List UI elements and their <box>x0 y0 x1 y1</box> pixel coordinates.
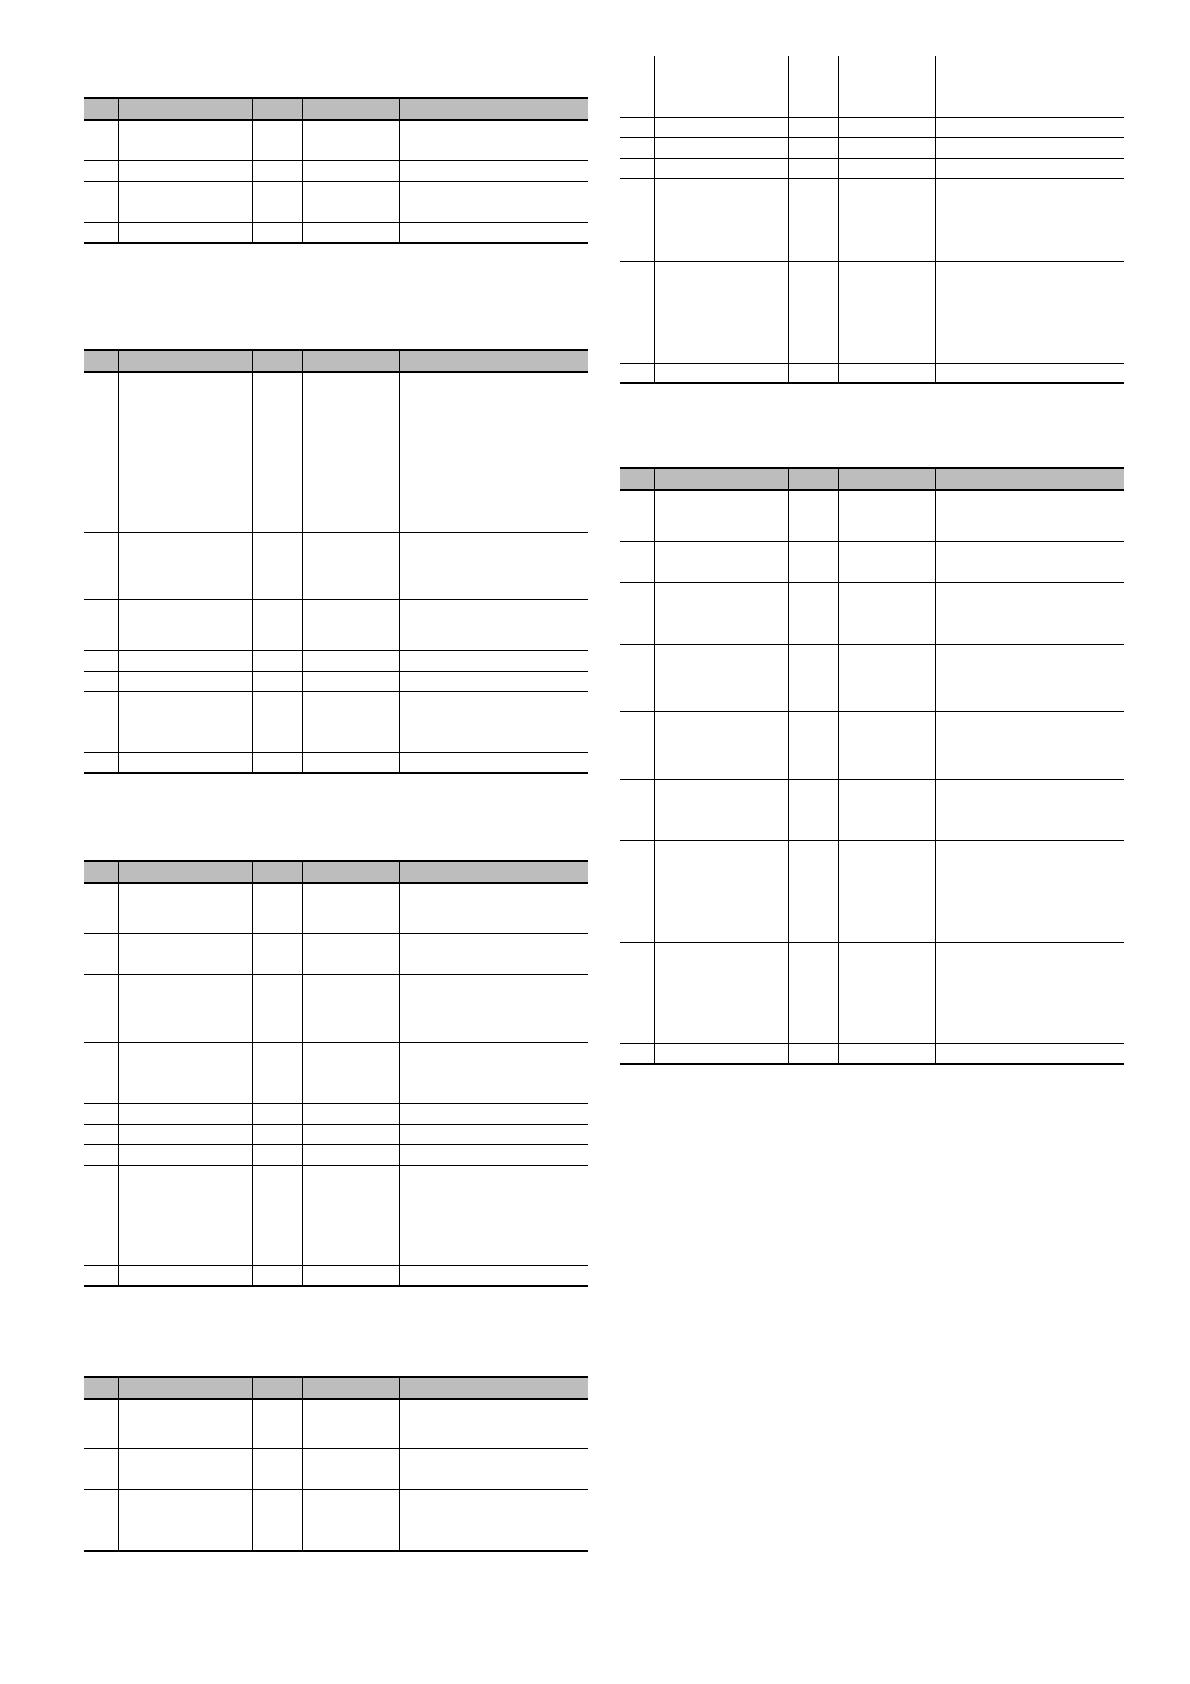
table-cell <box>302 1399 399 1448</box>
table-row <box>84 933 588 974</box>
header-cell <box>252 861 302 883</box>
spec-table-3 <box>84 860 588 1287</box>
table-cell <box>838 840 935 942</box>
table-row <box>84 599 588 650</box>
table-cell <box>252 671 302 691</box>
header-cell <box>302 98 399 120</box>
table-header-row <box>84 1377 588 1399</box>
table-row <box>84 691 588 752</box>
table-cell <box>620 779 654 840</box>
table-cell <box>935 261 1124 363</box>
table-cell <box>118 933 252 974</box>
table-cell <box>84 752 118 773</box>
table-row <box>84 1448 588 1489</box>
table-row <box>84 1399 588 1448</box>
header-cell <box>252 1377 302 1399</box>
table-cell <box>788 582 838 644</box>
table-cell <box>118 1165 252 1265</box>
header-cell <box>118 861 252 883</box>
table-row <box>620 490 1124 541</box>
table-cell <box>252 160 302 181</box>
table-cell <box>399 974 588 1042</box>
table-cell <box>788 178 838 261</box>
table-cell <box>788 840 838 942</box>
table-cell <box>399 752 588 773</box>
table-cell <box>399 1489 588 1551</box>
header-cell <box>302 1377 399 1399</box>
table-cell <box>118 1489 252 1551</box>
table-row <box>620 261 1124 363</box>
table-cell <box>935 56 1124 117</box>
table-cell <box>118 1399 252 1448</box>
header-cell <box>399 350 588 372</box>
table-cell <box>788 117 838 137</box>
table-cell <box>252 120 302 160</box>
table-row <box>84 671 588 691</box>
table-cell <box>935 178 1124 261</box>
table-cell <box>302 1103 399 1124</box>
table-cell <box>654 158 788 178</box>
table-cell <box>118 1124 252 1144</box>
table-cell <box>620 158 654 178</box>
header-cell <box>118 1377 252 1399</box>
table-cell <box>788 1043 838 1064</box>
table-cell <box>935 137 1124 158</box>
table-cell <box>399 1144 588 1165</box>
table-cell <box>84 1448 118 1489</box>
header-cell <box>84 1377 118 1399</box>
table-cell <box>302 160 399 181</box>
table-cell <box>788 644 838 711</box>
table-cell <box>654 1043 788 1064</box>
table-cell <box>399 160 588 181</box>
table-cell <box>302 1265 399 1286</box>
table-cell <box>399 1165 588 1265</box>
table-cell <box>654 840 788 942</box>
table-cell <box>935 779 1124 840</box>
table-row <box>620 541 1124 582</box>
table-cell <box>838 942 935 1043</box>
table-cell <box>252 1448 302 1489</box>
header-cell <box>788 468 838 490</box>
table-row <box>84 120 588 160</box>
table-cell <box>935 363 1124 383</box>
table-cell <box>252 1042 302 1103</box>
table-cell <box>118 599 252 650</box>
table-cell <box>302 372 399 532</box>
table-cell <box>118 1144 252 1165</box>
table-cell <box>654 117 788 137</box>
table-cell <box>84 1103 118 1124</box>
spec-table-6 <box>620 467 1124 1065</box>
table-row <box>620 137 1124 158</box>
table-cell <box>84 671 118 691</box>
table-cell <box>788 779 838 840</box>
table-cell <box>252 974 302 1042</box>
table-row <box>84 974 588 1042</box>
table-cell <box>399 1124 588 1144</box>
table-cell <box>838 137 935 158</box>
header-cell <box>399 98 588 120</box>
table-cell <box>838 541 935 582</box>
table-cell <box>620 56 654 117</box>
table-cell <box>252 1124 302 1144</box>
table-cell <box>654 261 788 363</box>
table-cell <box>252 1165 302 1265</box>
table-row <box>84 160 588 181</box>
table-header-row <box>620 468 1124 490</box>
table-cell <box>838 779 935 840</box>
table-cell <box>302 1165 399 1265</box>
table-cell <box>838 490 935 541</box>
table-cell <box>302 222 399 243</box>
table-cell <box>252 181 302 222</box>
table-cell <box>935 840 1124 942</box>
table-cell <box>84 1399 118 1448</box>
table-cell <box>654 490 788 541</box>
table-cell <box>399 1042 588 1103</box>
table-row <box>84 650 588 671</box>
table-cell <box>620 582 654 644</box>
table-cell <box>399 650 588 671</box>
table-row <box>84 372 588 532</box>
table-cell <box>84 1165 118 1265</box>
table-cell <box>302 752 399 773</box>
table-cell <box>838 158 935 178</box>
table-cell <box>118 532 252 599</box>
table-cell <box>252 1103 302 1124</box>
header-cell <box>84 861 118 883</box>
table-cell <box>788 56 838 117</box>
table-cell <box>302 691 399 752</box>
table-cell <box>302 532 399 599</box>
header-cell <box>302 350 399 372</box>
table-cell <box>399 599 588 650</box>
table-cell <box>620 261 654 363</box>
table-cell <box>84 883 118 933</box>
table-cell <box>788 711 838 779</box>
table-cell <box>399 222 588 243</box>
table-cell <box>620 1043 654 1064</box>
table-cell <box>788 541 838 582</box>
table-cell <box>838 56 935 117</box>
table-cell <box>118 752 252 773</box>
table-cell <box>935 582 1124 644</box>
table-row <box>620 840 1124 942</box>
header-cell <box>935 468 1124 490</box>
table-cell <box>252 1265 302 1286</box>
table-cell <box>84 372 118 532</box>
table-cell <box>935 711 1124 779</box>
table-cell <box>252 1399 302 1448</box>
header-cell <box>252 98 302 120</box>
table-cell <box>838 1043 935 1064</box>
table-cell <box>252 752 302 773</box>
table-cell <box>118 671 252 691</box>
table-cell <box>118 883 252 933</box>
table-cell <box>620 117 654 137</box>
table-row <box>84 752 588 773</box>
table-cell <box>654 582 788 644</box>
table-cell <box>399 1103 588 1124</box>
header-cell <box>118 350 252 372</box>
table-cell <box>118 650 252 671</box>
table-cell <box>252 691 302 752</box>
table-cell <box>84 650 118 671</box>
table-cell <box>118 222 252 243</box>
header-cell <box>302 861 399 883</box>
table-cell <box>84 160 118 181</box>
table-cell <box>620 840 654 942</box>
table-cell <box>654 779 788 840</box>
table-cell <box>935 942 1124 1043</box>
table-cell <box>302 883 399 933</box>
header-cell <box>252 350 302 372</box>
table-row <box>620 711 1124 779</box>
table-cell <box>118 974 252 1042</box>
table-cell <box>399 1265 588 1286</box>
header-cell <box>399 1377 588 1399</box>
table-cell <box>788 363 838 383</box>
table-row <box>620 117 1124 137</box>
table-cell <box>838 711 935 779</box>
table-cell <box>654 137 788 158</box>
table-cell <box>399 1399 588 1448</box>
table-row <box>84 1042 588 1103</box>
table-row <box>84 1489 588 1551</box>
table-cell <box>620 541 654 582</box>
table-row <box>84 181 588 222</box>
table-cell <box>302 1448 399 1489</box>
table-cell <box>399 933 588 974</box>
table-cell <box>654 942 788 1043</box>
table-cell <box>838 178 935 261</box>
table-cell <box>935 158 1124 178</box>
table-cell <box>838 644 935 711</box>
table-header-row <box>84 350 588 372</box>
header-cell <box>838 468 935 490</box>
table-cell <box>302 181 399 222</box>
table-cell <box>118 691 252 752</box>
table-cell <box>654 178 788 261</box>
table-cell <box>620 490 654 541</box>
table-row <box>84 883 588 933</box>
table-cell <box>788 261 838 363</box>
table-cell <box>252 1144 302 1165</box>
table-cell <box>838 363 935 383</box>
header-cell <box>118 98 252 120</box>
table-row <box>84 1165 588 1265</box>
table-cell <box>252 222 302 243</box>
spec-table-2 <box>84 349 588 774</box>
table-cell <box>84 532 118 599</box>
table-cell <box>399 671 588 691</box>
table-row <box>84 1103 588 1124</box>
table-cell <box>302 599 399 650</box>
spec-table-5-continued <box>620 56 1124 384</box>
table-cell <box>654 711 788 779</box>
table-row <box>620 942 1124 1043</box>
table-cell <box>118 1103 252 1124</box>
table-row <box>620 582 1124 644</box>
table-cell <box>838 261 935 363</box>
header-cell <box>620 468 654 490</box>
table-cell <box>654 541 788 582</box>
table-cell <box>788 158 838 178</box>
table-cell <box>118 1265 252 1286</box>
table-cell <box>620 942 654 1043</box>
table-cell <box>84 691 118 752</box>
table-cell <box>302 650 399 671</box>
table-cell <box>252 883 302 933</box>
table-cell <box>118 160 252 181</box>
table-row <box>84 1124 588 1144</box>
table-row <box>84 222 588 243</box>
table-cell <box>399 120 588 160</box>
table-cell <box>620 711 654 779</box>
table-row <box>620 178 1124 261</box>
table-cell <box>838 117 935 137</box>
spec-table-1 <box>84 97 588 244</box>
table-cell <box>118 1448 252 1489</box>
table-cell <box>399 372 588 532</box>
table-cell <box>84 120 118 160</box>
table-cell <box>252 1489 302 1551</box>
table-cell <box>838 582 935 644</box>
table-row <box>84 1265 588 1286</box>
table-cell <box>84 1489 118 1551</box>
table-cell <box>935 644 1124 711</box>
table-cell <box>302 1124 399 1144</box>
table-cell <box>788 137 838 158</box>
table-row <box>620 779 1124 840</box>
header-cell <box>399 861 588 883</box>
table-cell <box>620 178 654 261</box>
table-cell <box>620 137 654 158</box>
table-row <box>620 56 1124 117</box>
table-cell <box>84 222 118 243</box>
table-cell <box>252 599 302 650</box>
table-cell <box>620 363 654 383</box>
table-cell <box>118 120 252 160</box>
table-header-row <box>84 861 588 883</box>
table-cell <box>935 1043 1124 1064</box>
table-cell <box>302 1489 399 1551</box>
spec-table-4 <box>84 1376 588 1552</box>
table-row <box>620 1043 1124 1064</box>
table-cell <box>252 650 302 671</box>
table-cell <box>935 490 1124 541</box>
table-cell <box>399 532 588 599</box>
table-cell <box>118 1042 252 1103</box>
header-cell <box>654 468 788 490</box>
table-cell <box>788 942 838 1043</box>
table-row <box>620 644 1124 711</box>
table-header-row <box>84 98 588 120</box>
table-cell <box>84 1265 118 1286</box>
table-cell <box>399 883 588 933</box>
table-cell <box>84 181 118 222</box>
table-cell <box>84 1124 118 1144</box>
table-cell <box>654 363 788 383</box>
table-cell <box>84 599 118 650</box>
table-cell <box>935 541 1124 582</box>
table-cell <box>302 1144 399 1165</box>
table-cell <box>935 117 1124 137</box>
table-cell <box>84 1144 118 1165</box>
table-cell <box>84 933 118 974</box>
table-cell <box>252 372 302 532</box>
table-cell <box>399 691 588 752</box>
table-cell <box>252 532 302 599</box>
table-cell <box>302 974 399 1042</box>
table-cell <box>620 644 654 711</box>
header-cell <box>84 98 118 120</box>
table-cell <box>84 974 118 1042</box>
header-cell <box>84 350 118 372</box>
table-cell <box>302 671 399 691</box>
table-cell <box>399 181 588 222</box>
table-cell <box>84 1042 118 1103</box>
table-cell <box>118 181 252 222</box>
table-cell <box>302 1042 399 1103</box>
table-cell <box>302 120 399 160</box>
table-cell <box>654 644 788 711</box>
table-cell <box>118 372 252 532</box>
table-cell <box>788 490 838 541</box>
table-cell <box>654 56 788 117</box>
table-row <box>84 532 588 599</box>
table-row <box>84 1144 588 1165</box>
table-cell <box>399 1448 588 1489</box>
table-row <box>620 363 1124 383</box>
table-cell <box>252 933 302 974</box>
table-row <box>620 158 1124 178</box>
table-cell <box>302 933 399 974</box>
